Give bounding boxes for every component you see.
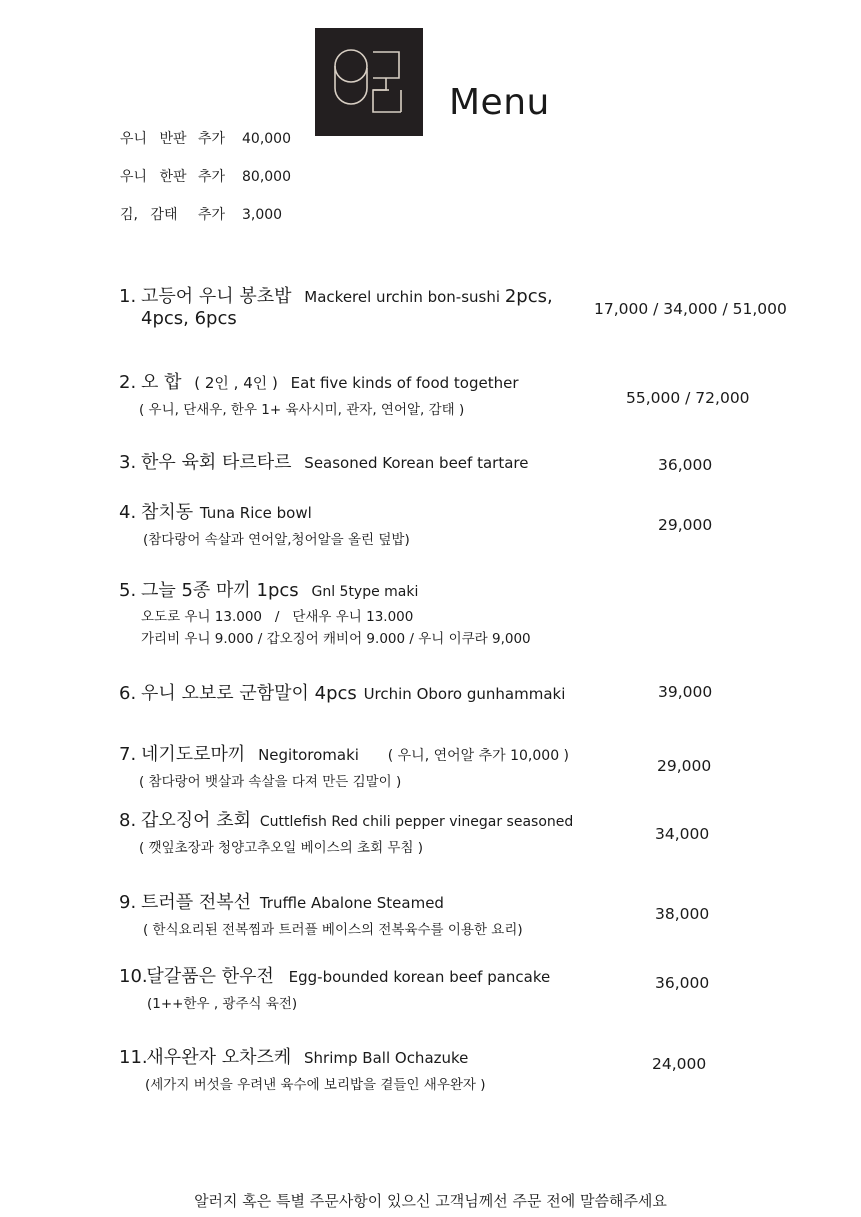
item-name-kr: 참치동 <box>140 502 194 523</box>
item-qty-line2: 4pcs, 6pcs <box>141 308 237 329</box>
item-note: ( 2인 , 4인 ) <box>194 374 278 392</box>
extra-item <box>120 130 291 168</box>
item-name-en: Truffle Abalone Steamed <box>259 894 444 912</box>
menu-item <box>119 368 519 418</box>
item-name-kr: 한우 육회 타르타르 <box>140 452 292 473</box>
item-price: 38,000 <box>655 905 710 923</box>
logo-mark-icon <box>315 28 423 136</box>
allergy-notice: 알러지 혹은 특별 주문사항이 있으신 고객님께선 주문 전에 말씀해주세요 <box>194 1192 667 1210</box>
item-name-en: Cuttlefish Red chili pepper vinegar seasoned <box>259 814 574 830</box>
item-name-en: Egg-bounded korean beef pancake <box>288 968 551 986</box>
item-name-en: Eat five kinds of food together <box>290 374 519 392</box>
item-number: 5. <box>119 580 137 601</box>
item-name-en: Gnl 5type maki <box>311 584 419 600</box>
extra-name: 우니 한판 <box>120 169 187 185</box>
extra-name: 김, 감태 <box>120 207 178 223</box>
item-description: ( 참다랑어 뱃살과 속살을 다져 만든 김말이 ) <box>139 774 402 790</box>
menu-item <box>119 888 523 938</box>
item-price: 39,000 <box>658 683 713 701</box>
item-name-kr: 트러플 전복선 <box>140 892 252 913</box>
item-name-kr: 갑오징어 초회 <box>140 810 252 831</box>
item-price: 55,000 / 72,000 <box>626 389 750 407</box>
menu-item <box>119 576 531 650</box>
extra-item <box>120 168 291 206</box>
item-description: (참다랑어 속살과 연어알,청어알을 올린 덮밥) <box>143 532 410 548</box>
item-description: (1++한우 , 광주식 육전) <box>147 996 298 1012</box>
menu-item <box>119 962 550 1012</box>
item-number: 9. <box>119 892 137 913</box>
item-price: 29,000 <box>658 516 713 534</box>
item-name-kr: 고등어 우니 봉초밥 <box>140 286 292 307</box>
item-price: 34,000 <box>655 825 710 843</box>
menu-item <box>119 806 573 856</box>
extra-add: 추가 <box>198 131 226 147</box>
extra-name: 우니 반판 <box>120 131 187 147</box>
menu-item <box>119 282 553 329</box>
item-name-kr: 우니 오보로 군함말이 4pcs <box>140 683 357 704</box>
extra-price: 40,000 <box>242 131 291 147</box>
extra-price: 80,000 <box>242 169 291 185</box>
item-description: 오도로 우니 13.000 / 단새우 우니 13.000 <box>141 609 414 625</box>
item-name-en: Urchin Oboro gunhammaki <box>363 685 566 703</box>
item-note: ( 우니, 연어알 추가 10,000 ) <box>387 748 570 764</box>
page-title: Menu <box>449 82 550 123</box>
item-number: 11. <box>119 1047 148 1068</box>
menu-item <box>119 448 528 474</box>
item-name-kr: 오 합 <box>140 372 182 393</box>
item-description: ( 우니, 단새우, 한우 1+ 육사시미, 관자, 연어알, 감태 ) <box>139 402 465 418</box>
extra-add: 추가 <box>198 169 226 185</box>
item-name-en: Seasoned Korean beef tartare <box>304 454 529 472</box>
item-number: 6. <box>119 683 137 704</box>
item-number: 7. <box>119 744 137 765</box>
item-number: 4. <box>119 502 137 523</box>
extra-price: 3,000 <box>242 207 283 223</box>
item-name-kr: 달갈품은 한우전 <box>146 966 274 987</box>
item-number: 10. <box>119 966 148 987</box>
item-name-en: Mackerel urchin bon-sushi <box>304 288 501 306</box>
item-number: 2. <box>119 372 137 393</box>
menu-item <box>119 498 410 548</box>
menu-item <box>119 1043 486 1093</box>
item-name-kr: 네기도로마끼 <box>140 744 246 765</box>
extra-add: 추가 <box>198 207 226 223</box>
extras-list <box>120 130 291 244</box>
item-qty: 2pcs, <box>504 286 553 307</box>
item-price: 36,000 <box>655 974 710 992</box>
item-name-kr: 새우완자 오차즈케 <box>146 1047 292 1068</box>
item-description: (세가지 버섯을 우려낸 육수에 보리밥을 곁들인 새우완자 ) <box>145 1077 486 1093</box>
item-number: 8. <box>119 810 137 831</box>
item-name-en: Negitoromaki <box>258 746 359 764</box>
item-description: ( 한식요리된 전복찜과 트러플 베이스의 전복육수를 이용한 요리) <box>143 922 523 938</box>
item-price: 29,000 <box>657 757 712 775</box>
brand-logo <box>315 28 423 136</box>
item-price: 36,000 <box>658 456 713 474</box>
item-description: ( 깻잎초장과 청양고추오일 베이스의 초회 무침 ) <box>139 840 424 856</box>
item-number: 1. <box>119 286 137 307</box>
item-name-en: Shrimp Ball Ochazuke <box>304 1049 469 1067</box>
item-price: 17,000 / 34,000 / 51,000 <box>594 300 787 318</box>
menu-item <box>119 740 569 790</box>
item-name-kr: 그늘 5종 마끼 1pcs <box>140 580 299 601</box>
item-price: 24,000 <box>652 1055 707 1073</box>
menu-item <box>119 679 565 705</box>
item-description: 가리비 우니 9.000 / 갑오징어 캐비어 9.000 / 우니 이쿠라 9,000 <box>141 631 531 647</box>
item-name-en: Tuna Rice bowl <box>199 504 312 522</box>
item-number: 3. <box>119 452 137 473</box>
extra-item <box>120 206 291 244</box>
